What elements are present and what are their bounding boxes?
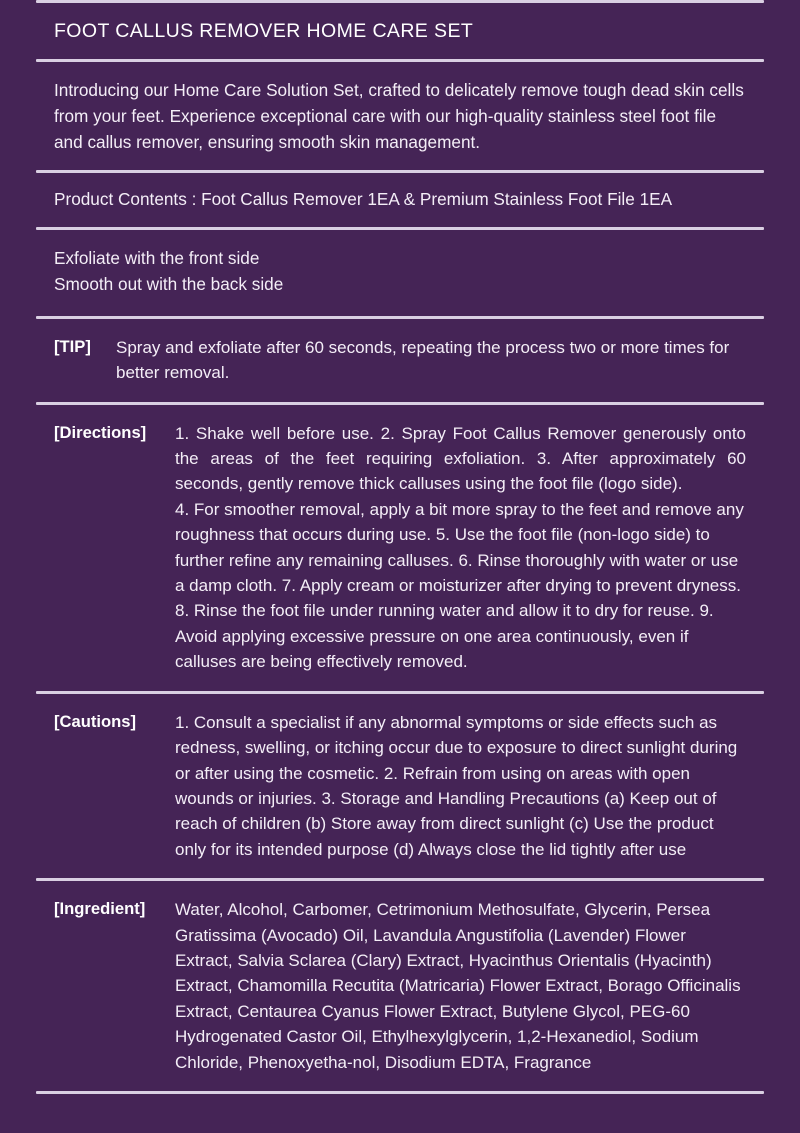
tip-label: [TIP]	[54, 336, 91, 356]
cautions-label: [Cautions]	[54, 711, 137, 731]
tip-section	[36, 319, 764, 402]
howto-block	[36, 230, 764, 316]
ingredient-label: [Ingredient]	[54, 899, 146, 919]
title-block	[36, 3, 764, 59]
divider-bottom	[36, 1091, 764, 1094]
directions-paragraph-1: 1. Shake well before use. 2. Spray Foot Callus Remover generously onto the areas of the feet requiring exfoliation. 3. After approximately 60 seconds, gently remove thick calluses using the foot file (logo side).	[175, 423, 746, 494]
ingredient-text: Water, Alcohol, Carbomer, Cetrimonium Methosulfate, Glycerin, Persea Gratissima (Avocado) Oil, Lavandula Angustifolia (Lavender) Flower Extract, Salvia Sclarea (Clary) Extract, Hyacinthus Orientalis (Hyacinth) Extract, Chamomilla Recutita (Matricaria) Flower Extract, Borago Officinalis Extract, Centaurea Cyanus Flower Extract, Butylene Glycol, PEG-60 Hydrogenated Castor Oil, Ethylhexylglycerin, 1,2-Hexanediol, Sodium Chloride, Phenoxyetha-nol, Disodium EDTA, Fragrance	[175, 900, 741, 1072]
howto-line-back: Smooth out with the back side	[54, 274, 284, 295]
directions-label: [Directions]	[54, 422, 147, 442]
ingredient-section	[36, 881, 764, 1091]
product-contents-block	[36, 173, 764, 227]
cautions-section	[36, 694, 764, 878]
howto-lines	[36, 230, 764, 316]
page-title: FOOT CALLUS REMOVER HOME CARE SET	[54, 20, 474, 42]
intro-paragraph: Introducing our Home Care Solution Set, crafted to delicately remove tough dead skin cells from your feet. Experience exceptional care with our high-quality stainless steel foot file and callus remover, ensuring smooth skin management.	[54, 80, 744, 153]
cautions-text: 1. Consult a specialist if any abnormal symptoms or side effects such as redness, swelling, or itching occur due to exposure to direct sunlight during or after using the cosmetic. 2. Refrain from using on areas with open wounds or injuries. 3. Storage and Handling Precautions (a) Keep out of reach of children (b) Store away from direct sunlight (c) Use the product only for its intended purpose (d) Always close the lid tightly after use	[175, 712, 738, 859]
product-contents-text: Product Contents : Foot Callus Remover 1EA & Premium Stainless Foot File 1EA	[54, 189, 673, 210]
tip-text: Spray and exfoliate after 60 seconds, repeating the process two or more times for better removal.	[116, 337, 730, 383]
directions-paragraph-2: 4. For smoother removal, apply a bit more spray to the feet and remove any roughness that occurs during use. 5. Use the foot file (non-logo side) to further refine any remaining calluses. 6. Rinse thoroughly with water or use a damp cloth. 7. Apply cream or moisturizer after drying to prevent dryness. 8. Rinse the foot file under running water and allow it to dry for reuse. 9. Avoid applying excessive pressure on one area continuously, even if calluses are being effectively removed.	[175, 499, 744, 672]
cautions-body	[175, 710, 746, 862]
intro-block	[36, 62, 764, 170]
ingredient-body	[175, 897, 746, 1075]
directions-body	[175, 421, 746, 675]
directions-section	[36, 405, 764, 691]
howto-line-front: Exfoliate with the front side	[54, 248, 260, 269]
